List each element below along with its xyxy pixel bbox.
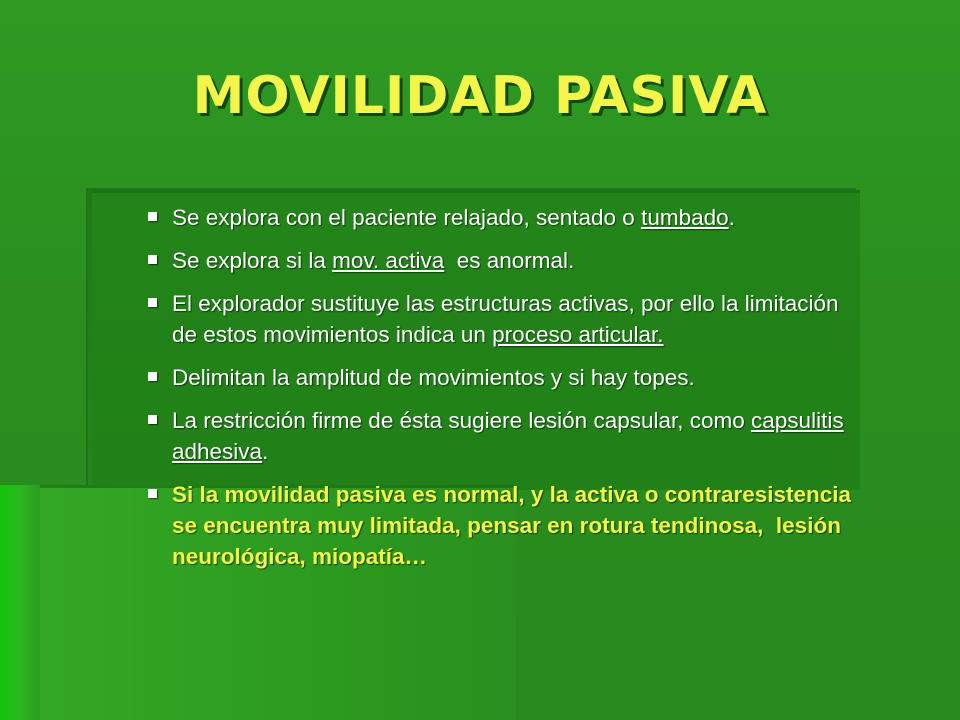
underlined-term: capsulitis adhesiva <box>172 408 844 464</box>
square-bullet-icon <box>148 255 157 264</box>
bullet-item-highlight <box>148 479 858 572</box>
square-bullet-icon <box>148 212 157 221</box>
square-bullet-icon <box>148 415 157 424</box>
bullet-item <box>148 245 858 276</box>
bullet-list <box>148 202 858 584</box>
square-bullet-icon <box>148 489 157 498</box>
bullet-item <box>148 288 858 350</box>
bullet-item <box>148 405 858 467</box>
bullet-text-segment: Si la movilidad pasiva es normal, y la activa o contraresistencia se encuentra muy limitada, pensar en rotura tendinosa, lesión neurológica, miopatía… <box>172 482 858 569</box>
bullet-text-segment: Se explora si la <box>172 248 333 273</box>
slide-title: MOVILIDAD PASIVA <box>192 66 768 126</box>
bullet-item <box>148 362 858 393</box>
underlined-term: tumbado <box>641 205 729 230</box>
decorative-panel-left <box>0 485 40 720</box>
underlined-term: mov. activa <box>332 248 445 273</box>
bullet-text-segment: . <box>262 439 269 464</box>
bullet-text-segment: Se explora con el paciente relajado, sentado o <box>172 205 642 230</box>
square-bullet-icon <box>148 298 157 307</box>
bullet-item <box>148 202 858 233</box>
decorative-panel-top-line <box>90 190 860 193</box>
underlined-term: proceso articular. <box>492 322 664 347</box>
square-bullet-icon <box>148 372 157 381</box>
bullet-text-segment: Delimitan la amplitud de movimientos y si hay topes. <box>172 365 695 390</box>
bullet-text-segment: es anormal. <box>444 248 575 273</box>
bullet-text-segment: . <box>728 205 735 230</box>
bullet-text-segment: El explorador sustituye las estructuras activas, por ello la limitación de estos movimientos indica un <box>172 291 839 347</box>
bullet-text-segment: La restricción firme de ésta sugiere lesión capsular, como <box>172 408 752 433</box>
